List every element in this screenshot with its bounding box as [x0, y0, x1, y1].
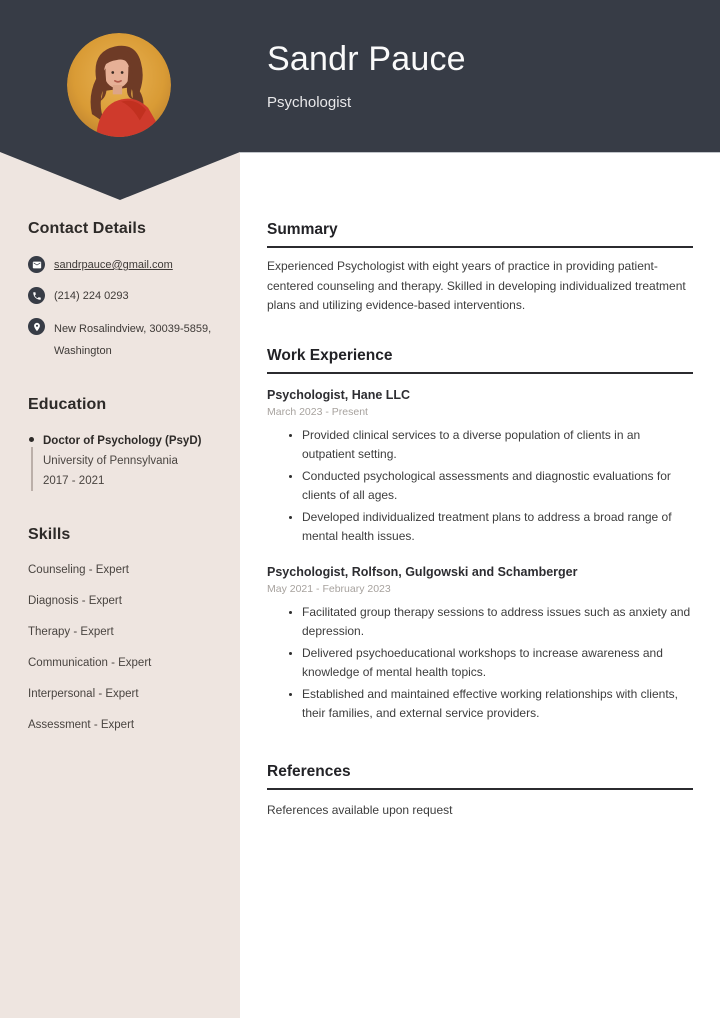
job-dates: May 2021 - February 2023 [267, 582, 391, 595]
job-dates: March 2023 - Present [267, 405, 368, 418]
skill-item: Counseling - Expert [28, 564, 129, 576]
education-degree: Doctor of Psychology (PsyD) [43, 435, 202, 447]
job-entry [267, 564, 693, 724]
person-job-title: Psychologist [267, 94, 352, 111]
references-section [267, 762, 693, 820]
header-bottom-edge [240, 152, 720, 153]
timeline-line [31, 447, 33, 491]
envelope-icon [28, 256, 45, 273]
skill-item: Diagnosis - Expert [28, 595, 122, 607]
job-bullet-list [267, 426, 693, 547]
job-bullet: • Delivered psychoeducational workshops to increase awareness and knowledge of mental health topics. [302, 644, 693, 683]
skill-item: Assessment - Expert [28, 719, 135, 731]
skill-item: Interpersonal - Expert [28, 688, 139, 700]
timeline-dot [29, 437, 34, 442]
references-heading: References [267, 762, 693, 790]
education-heading: Education [28, 396, 107, 413]
job-bullet: • Conducted psychological assessments and diagnostic evaluations for clients of all ages. [302, 467, 693, 506]
education-school: University of Pennsylvania [43, 455, 178, 467]
job-bullet: • Developed individualized treatment plans to address a broad range of mental health issues. [302, 508, 693, 547]
phone-icon [28, 287, 45, 304]
email-link[interactable]: sandrpauce@gmail.com [54, 259, 173, 271]
summary-text: Experienced Psychologist with eight years of practice in providing patient-centered counseling and therapy. Skilled in developing individualized treatment plans and utilizing evidence-based interventions. [267, 259, 686, 312]
location-pin-icon [28, 318, 45, 335]
header-chevron [0, 152, 240, 200]
job-entry [267, 387, 693, 547]
skill-item: Communication - Expert [28, 657, 152, 669]
job-bullet: • Provided clinical services to a diverse population of clients in an outpatient setting. [302, 426, 693, 465]
job-title: Psychologist, Rolfson, Gulgowski and Schamberger [267, 564, 578, 579]
contact-row-address [28, 317, 216, 362]
person-name: Sandr Pauce [267, 40, 466, 78]
references-text: References available upon request [267, 802, 453, 817]
contact-row-email [28, 255, 216, 274]
job-title: Psychologist, Hane LLC [267, 387, 411, 402]
education-item [28, 431, 216, 491]
skill-item: Therapy - Expert [28, 626, 114, 638]
summary-section [267, 220, 693, 316]
contact-details-heading: Contact Details [28, 220, 146, 237]
education-timeline-marker [28, 431, 35, 491]
work-experience-section [267, 346, 693, 724]
job-bullet-list [267, 603, 693, 724]
work-experience-heading: Work Experience [267, 346, 693, 374]
job-bullet: • Facilitated group therapy sessions to address issues such as anxiety and depression. [302, 603, 693, 642]
skills-heading: Skills [28, 526, 71, 543]
contact-row-phone [28, 286, 216, 305]
profile-photo [67, 33, 171, 137]
job-bullet: • Established and maintained effective working relationships with clients, their families, and external service providers. [302, 685, 693, 724]
skills-section [28, 491, 216, 732]
address: New Rosalindview, 30039-5859, Washington [54, 323, 212, 357]
education-years: 2017 - 2021 [43, 475, 105, 487]
phone-number: (214) 224 0293 [54, 290, 129, 302]
summary-heading: Summary [267, 220, 693, 248]
education-section [28, 362, 216, 491]
